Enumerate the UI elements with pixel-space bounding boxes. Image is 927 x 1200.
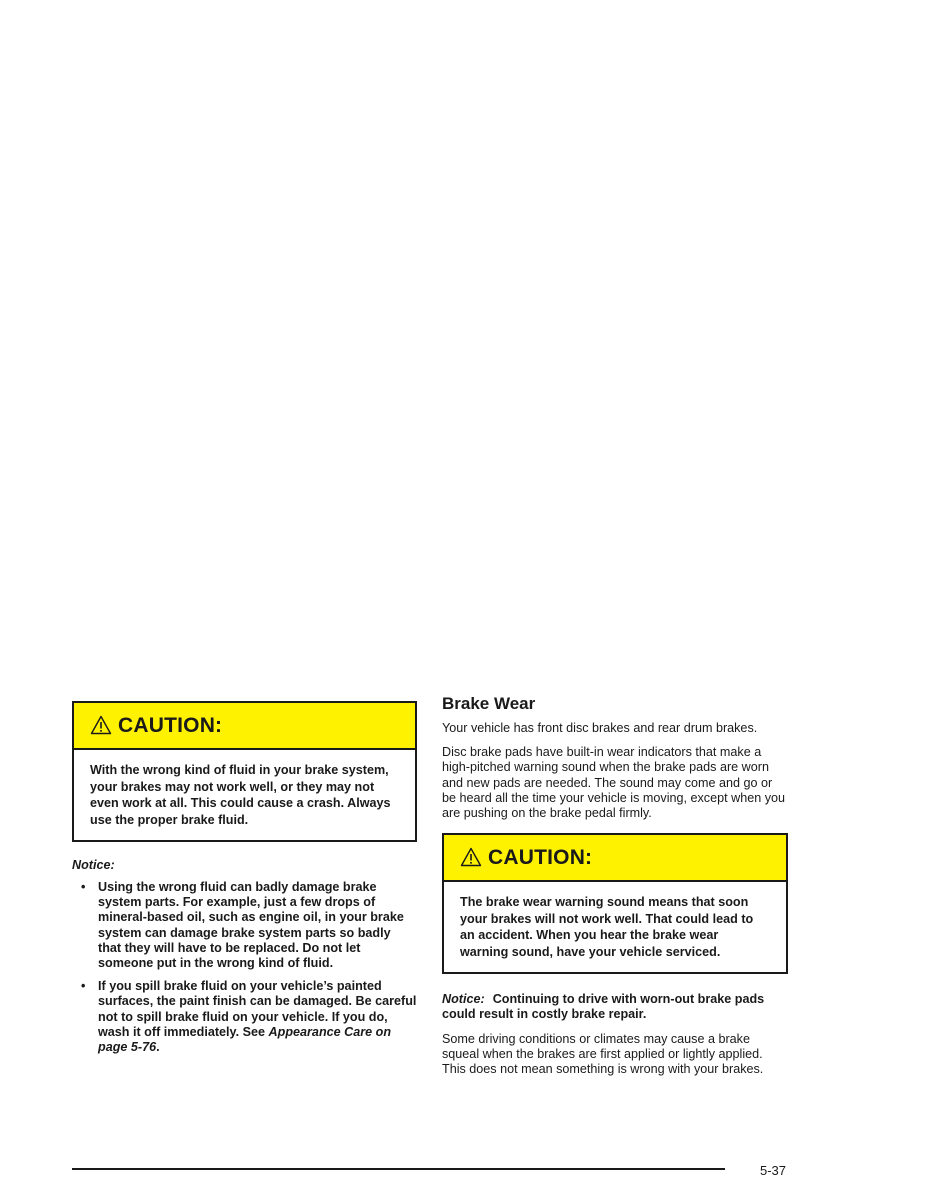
page-number: 5-37 <box>760 1163 787 1178</box>
notice-bullet-list <box>72 880 417 1055</box>
caution-header <box>74 703 415 750</box>
caution-box-brake-wear <box>442 833 788 974</box>
paragraph: Disc brake pads have built-in wear indicators that make a high-pitched warning sound when the brake pads are worn and new pads are needed. The sound may come and go or be heard all the time your vehicle is moving, except when you are pushing on the brake pedal firmly. <box>442 745 786 821</box>
caution-body: With the wrong kind of fluid in your brake system, your brakes may not work well, or they may not even work at all. This could cause a crash. Always use the proper brake fluid. <box>90 763 391 827</box>
section-heading: Brake Wear <box>442 694 536 713</box>
caution-box-brake-fluid <box>72 701 417 842</box>
caution-body: The brake wear warning sound means that soon your brakes will not work well. That could lead to an accident. When you hear the brake wear warning sound, have your vehicle serviced. <box>460 895 754 959</box>
notice-label: Notice: <box>442 992 485 1007</box>
bullet-text: Using the wrong fluid can badly damage brake system parts. For example, just a few drops of mineral-based oil, such as engine oil, in your brake system can damage brake system parts so badly that they will have to be replaced. Do not let someone put in the wrong kind of fluid. <box>98 880 404 971</box>
paragraph: Some driving conditions or climates may cause a brake squeal when the brakes are first applied or lightly applied. This does not mean something is wrong with your brakes. <box>442 1031 764 1077</box>
notice-label: Notice: <box>72 858 115 872</box>
left-column <box>72 701 417 1063</box>
paragraph: Your vehicle has front disc brakes and rear drum brakes. <box>442 721 758 735</box>
right-column <box>442 694 788 1086</box>
list-item <box>72 979 417 1055</box>
notice-text: Continuing to drive with worn-out brake pads could result in costly brake repair. <box>442 992 765 1022</box>
list-item <box>72 880 417 971</box>
warning-triangle-icon <box>90 715 112 735</box>
footer-rule <box>72 1168 725 1170</box>
notice-paragraph <box>442 992 788 1022</box>
bullet-end: . <box>156 1040 160 1055</box>
bullet-text: If you spill brake fluid on your vehicle’s painted surfaces, the paint finish can be damaged. Be careful not to spill brake fluid on your vehicle. If you do, wash it off immediately. See <box>98 979 417 1039</box>
page-reference-link[interactable]: Appearance Care on page 5-76 <box>98 1024 392 1055</box>
warning-triangle-icon <box>460 847 482 867</box>
bullet-icon: • <box>81 880 86 894</box>
caution-header <box>444 835 786 882</box>
caution-title: CAUTION: <box>118 713 223 737</box>
caution-title: CAUTION: <box>488 845 593 869</box>
bullet-icon: • <box>81 979 86 994</box>
